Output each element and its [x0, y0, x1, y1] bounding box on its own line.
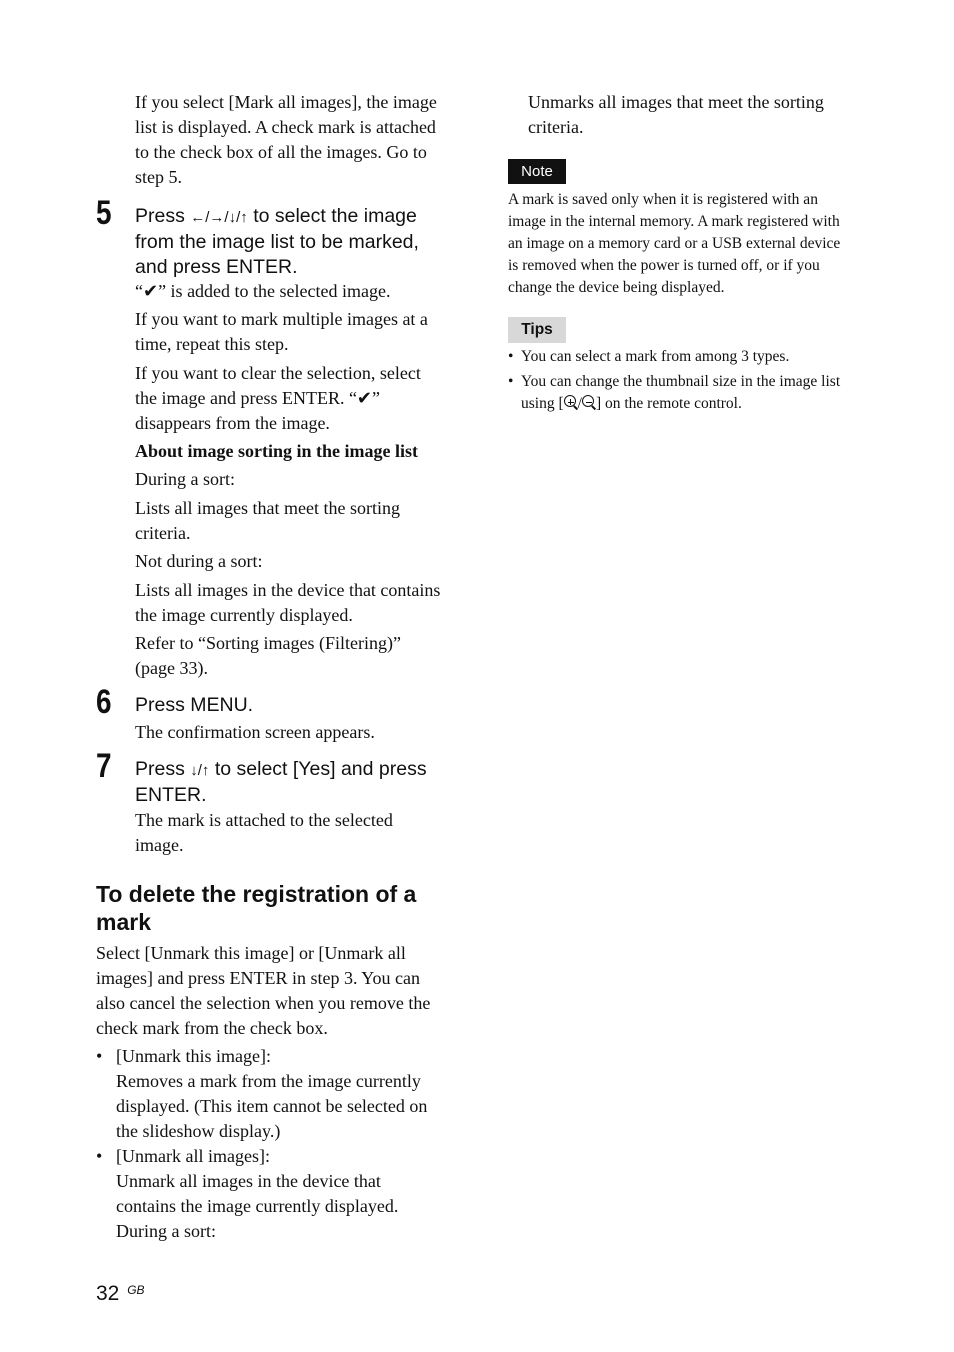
text-line: Removes a mark from the image currently: [116, 1071, 421, 1091]
bullet-label: [Unmark all images]:: [116, 1146, 270, 1166]
step7-result: [135, 808, 475, 858]
tips-list: [508, 346, 891, 415]
text-line: images] and press ENTER in step 3. You can: [96, 968, 420, 988]
arrow-keys-icon: ↓/↑: [190, 762, 210, 779]
text-line: During a sort:: [135, 469, 235, 489]
text-line: disappears from the image.: [135, 413, 330, 433]
check-added-text: “✔” is added to the selected image.: [135, 281, 391, 301]
delete-bullet-list: [96, 1044, 476, 1244]
text-line: displayed. (This item cannot be selected on: [116, 1096, 428, 1116]
step7-instruction: [135, 757, 475, 808]
text-line: step 5.: [135, 167, 182, 187]
bullet-icon: •: [96, 1146, 103, 1166]
note-text: [508, 189, 888, 299]
text-line: The mark is attached to the selected: [135, 810, 393, 830]
text-span: using [: [521, 395, 564, 412]
text-line: an image on a memory card or a USB external device: [508, 235, 841, 252]
list-item: [508, 371, 891, 415]
text-line: contains the image currently displayed.: [116, 1196, 399, 1216]
text-line: change the device being displayed.: [508, 279, 725, 296]
text-line: If you select [Mark all images], the image: [135, 92, 437, 112]
list-item: [508, 346, 891, 368]
step6-result: The confirmation screen appears.: [135, 722, 375, 742]
zoom-in-icon: [564, 395, 578, 409]
bullet-icon: •: [508, 348, 514, 365]
text-line: time, repeat this step.: [135, 334, 289, 354]
heading-line: To delete the registration of a: [96, 881, 417, 907]
text-line: image.: [135, 835, 184, 855]
tip-text: You can select a mark from among 3 types.: [521, 348, 790, 365]
step5-instruction: [135, 204, 475, 280]
region-label: GB: [127, 1283, 145, 1297]
step-number-5: 5: [96, 194, 112, 232]
text-span: /: [577, 395, 582, 412]
text-line: If you want to clear the selection, select: [135, 363, 421, 383]
text-line: Not during a sort:: [135, 551, 263, 571]
text-span: Press: [135, 758, 191, 780]
step5-details: [135, 279, 475, 681]
text-line: Lists all images that meet the sorting: [135, 498, 400, 518]
text-line: Lists all images in the device that contains: [135, 580, 441, 600]
text-line: the slideshow display.): [116, 1121, 281, 1141]
text-line: image in the internal memory. A mark registered with: [508, 213, 840, 230]
text-line: A mark is saved only when it is registered with an: [508, 191, 818, 208]
sort-heading: About image sorting in the image list: [135, 441, 418, 461]
text-span: to select [Yes] and press: [209, 758, 427, 780]
text-line: is removed when the power is turned off, or if you: [508, 257, 820, 274]
delete-intro: [96, 941, 476, 1041]
list-item: [96, 1144, 476, 1244]
step4-continuation: [135, 90, 475, 190]
text-line: the image currently displayed.: [135, 605, 353, 625]
tip-text: [521, 393, 891, 415]
right-continuation: [528, 90, 888, 140]
text-line: If you want to mark multiple images at a: [135, 309, 428, 329]
page-footer: [96, 1277, 145, 1307]
text-line: to the check box of all the images. Go to: [135, 142, 427, 162]
bullet-label: [Unmark this image]:: [116, 1046, 271, 1066]
section-heading: [96, 880, 476, 936]
text-line: from the image list to be marked,: [135, 231, 419, 253]
tips-label: Tips: [508, 317, 566, 343]
text-span: Press: [135, 205, 191, 227]
text-line: Refer to “Sorting images (Filtering)”: [135, 633, 401, 653]
text-line: Select [Unmark this image] or [Unmark all: [96, 943, 406, 963]
text-line: list is displayed. A check mark is attached: [135, 117, 436, 137]
note-label: Note: [508, 159, 566, 184]
step-number-6: 6: [96, 683, 112, 721]
tip-text: You can change the thumbnail size in the image list: [521, 373, 841, 390]
text-line: criteria.: [528, 117, 584, 137]
zoom-out-icon: [582, 395, 596, 409]
text-line: Unmark all images in the device that: [116, 1171, 381, 1191]
page-number: 32: [96, 1282, 120, 1305]
text-line: ENTER.: [135, 784, 207, 806]
list-item: [96, 1044, 476, 1144]
text-line: the image and press ENTER. “✔”: [135, 388, 381, 408]
text-line: and press ENTER.: [135, 256, 298, 278]
text-line: During a sort:: [116, 1221, 216, 1241]
text-line: (page 33).: [135, 658, 208, 678]
step6-instruction: Press MENU.: [135, 694, 254, 716]
text-span: ] on the remote control.: [595, 395, 742, 412]
text-line: also cancel the selection when you remove the: [96, 993, 431, 1013]
text-line: check mark from the check box.: [96, 1018, 328, 1038]
bullet-icon: •: [508, 373, 514, 390]
heading-line: mark: [96, 909, 151, 935]
text-span: to select the image: [247, 205, 417, 227]
text-line: criteria.: [135, 523, 191, 543]
bullet-icon: •: [96, 1046, 103, 1066]
arrow-keys-icon: ←/→/↓/↑: [190, 209, 248, 226]
step-number-7: 7: [96, 747, 112, 785]
text-line: Unmarks all images that meet the sorting: [528, 92, 824, 112]
